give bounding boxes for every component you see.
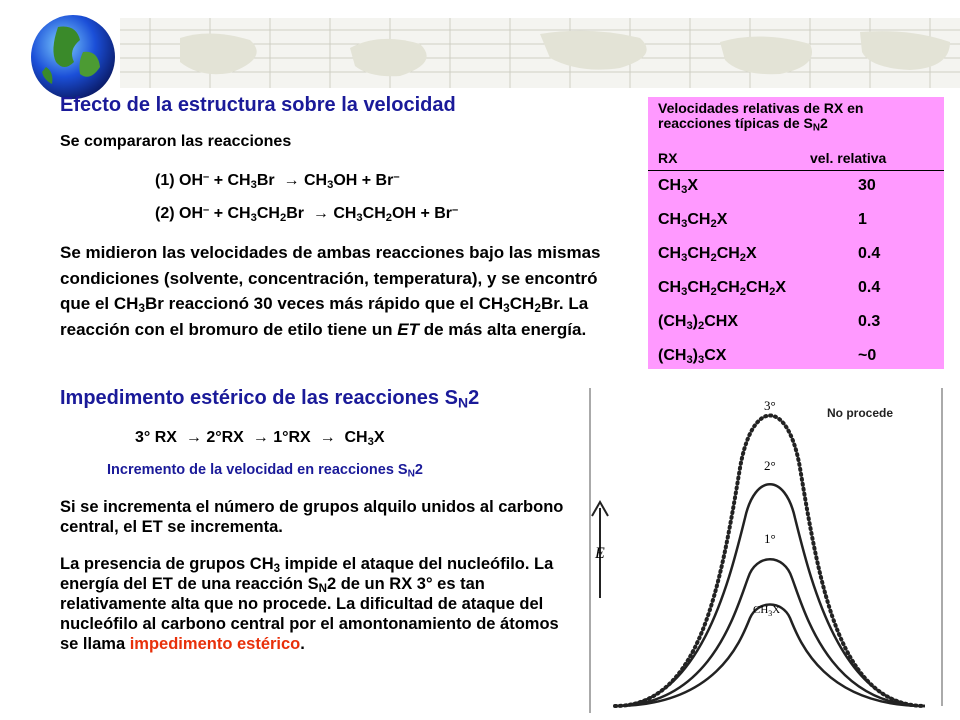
section-title-steric: Impedimento estérico de las reacciones $S_N2$: [60, 387, 480, 411]
rx-formula: $CH_3CH_2CH_2X$: [658, 245, 757, 264]
peak-label-1: 1°: [764, 531, 776, 546]
intro-text: Se compararon las reacciones: [60, 133, 292, 150]
relative-rate-value: 0.3: [858, 313, 881, 330]
arrow-icon: →: [252, 429, 269, 446]
relative-rate-value: 0.4: [858, 245, 881, 262]
rx-formula: $(CH_3)_2CHX$: [658, 313, 739, 332]
arrow-icon: →: [185, 429, 202, 446]
energy-axis-label: E: [595, 545, 605, 562]
no-procede-label: No procede: [827, 406, 894, 420]
peak-label-3: 3°: [764, 398, 776, 413]
relative-rate-value: ~0: [858, 347, 877, 364]
rx-formula: $CH_3CH_2X$: [658, 211, 728, 230]
rx-formula: $CH_3X$: [658, 177, 699, 196]
peak-label-2: 2°: [764, 458, 776, 473]
relative-rate-value: 1: [858, 211, 867, 228]
base-label: $CH_3X$: [753, 604, 781, 618]
arrow-icon: →: [283, 172, 300, 189]
paragraph-steric: La presencia de grupos $CH_3$ impide el ataque del nucleófilo. La energía del ET de una reacción $S_N2$ de un RX 3° es tan relativamente alta que no procede. La dificultad de ataque del nucleófilo al carbono central por el amontonamiento de átomos se llama impedimento estérico.: [60, 555, 559, 653]
arrow-icon: →: [319, 429, 336, 446]
energy-diagram: [580, 388, 950, 713]
curve-2-degree: [615, 484, 925, 706]
relative-rates-table: Velocidades relativas de RX en reacciones típicas de $S_N2$ RX vel. relativa $CH_3X$ 30 $CH_3CH_2X$ 1 $CH_3CH_2CH_2X$ 0.4 $CH_3CH_2CH_2CH_2X$ 0.4 $(CH_3)_2CHX$ 0.3 $(CH_3)_3CX$ ~0: [648, 97, 944, 369]
page-title: Efecto de la estructura sobre la velocidad: [60, 94, 456, 116]
table-divider: [648, 170, 944, 171]
relative-rate-value: 0.4: [858, 279, 881, 296]
relative-rate-value: 30: [858, 177, 876, 194]
globe-logo: [28, 12, 118, 102]
rx-formula: $(CH_3)_3CX$: [658, 347, 727, 366]
curve-1-degree: [615, 559, 925, 706]
arrow-icon: →: [312, 205, 329, 222]
reaction-2: (2) $OH^- + CH_3CH_2Br \to CH_3CH_2OH + Br^-$: [155, 203, 459, 224]
reactivity-order: 3° RX → $2^\circ RX \to 1^\circ RX \to CH_3X$: [135, 429, 385, 448]
paragraph-rates: Se midieron las velocidades de ambas reacciones bajo las mismas condiciones (solvente, concentración, temperatura), y se encontró que el $CH_3Br$ reaccionó 30 veces más rápido que el $CH_3CH_2Br$. La reacción con el bromuro de etilo tiene un ET de más alta energía.: [60, 243, 601, 339]
table-caption: Velocidades relativas de RX en reacciones típicas de $S_N2$: [658, 100, 864, 134]
order-caption: Incremento de la velocidad en reacciones $S_N2$: [107, 462, 423, 480]
reaction-1: (1) $OH^- + CH_3Br \to CH_3OH + Br^-$: [155, 170, 400, 191]
rx-formula: $CH_3CH_2CH_2CH_2X$: [658, 279, 787, 298]
paragraph-alkyl: Si se incrementa el número de grupos alquilo unidos al carbono central, el ET se incrementa.: [60, 498, 564, 536]
steric-term: impedimento estérico: [129, 635, 301, 653]
header-banner: [120, 18, 960, 88]
